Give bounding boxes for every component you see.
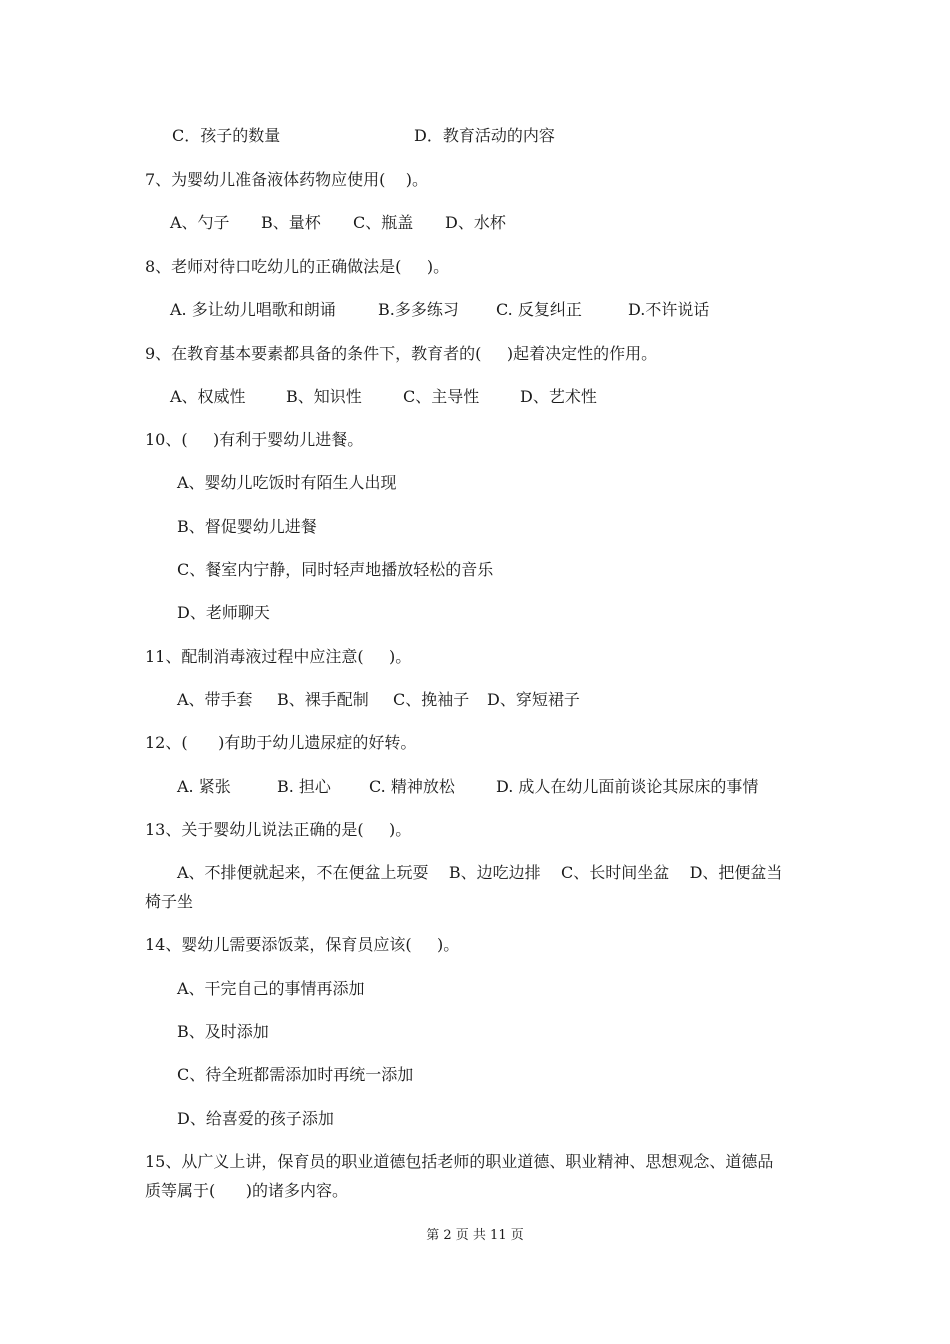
q10-option-a: A、婴幼儿吃饭时有陌生人出现 [177,473,397,492]
page-footer: 第 2 页 共 11 页 [426,1228,524,1243]
q12-option-b: B. 担心 [277,777,331,796]
q8-option-a: A. 多让幼儿唱歌和朗诵 [170,300,336,319]
q6-option-c: C．孩子的数量 [172,126,281,145]
q13-options-line-1: A、不排便就起来，不在便盆上玩耍 B、边吃边排 C、长时间坐盆 D、把便盆当 [177,863,783,882]
q6-option-d: D．教育活动的内容 [414,126,555,145]
q10-option-d: D、老师聊天 [177,603,270,622]
q12-option-d: D. 成人在幼儿面前谈论其尿床的事情 [496,777,759,796]
q7-option-a: A、勺子 [170,213,230,232]
q11-option-d: D、穿短裙子 [487,690,580,709]
question-8: 8、老师对待口吃幼儿的正确做法是( )。 [145,257,450,276]
q14-option-c: C、待全班都需添加时再统一添加 [177,1065,414,1084]
question-7: 7、为婴幼儿准备液体药物应使用( )。 [145,170,429,189]
q8-option-b: B.多多练习 [378,300,459,319]
q7-option-b: B、量杯 [261,213,321,232]
q8-option-c: C. 反复纠正 [496,300,582,319]
question-13: 13、关于婴幼儿说法正确的是( )。 [145,820,412,839]
q9-option-d: D、艺术性 [520,387,597,406]
q11-option-c: C、挽袖子 [393,690,470,709]
q11-option-b: B、裸手配制 [277,690,369,709]
q12-option-a: A. 紧张 [177,777,231,796]
question-15-line-2: 质等属于( )的诸多内容。 [145,1181,349,1200]
q10-option-b: B、督促婴幼儿进餐 [177,517,317,536]
q11-option-a: A、带手套 [177,690,253,709]
q14-option-a: A、干完自己的事情再添加 [177,979,365,998]
q7-option-c: C、瓶盖 [353,213,414,232]
q7-option-d: D、水杯 [445,213,506,232]
question-14: 14、婴幼儿需要添饭菜，保育员应该( )。 [145,935,460,954]
q12-option-c: C. 精神放松 [369,777,455,796]
q9-option-c: C、主导性 [403,387,480,406]
q14-option-d: D、给喜爱的孩子添加 [177,1109,334,1128]
q9-option-b: B、知识性 [286,387,362,406]
question-10: 10、( )有利于婴幼儿进餐。 [145,430,364,449]
q14-option-b: B、及时添加 [177,1022,269,1041]
q8-option-d: D.不许说话 [628,300,710,319]
question-11: 11、配制消毒液过程中应注意( )。 [145,647,412,666]
q10-option-c: C、餐室内宁静，同时轻声地播放轻松的音乐 [177,560,494,579]
q9-option-a: A、权威性 [170,387,246,406]
q13-options-line-2: 椅子坐 [145,892,194,911]
question-12: 12、( )有助于幼儿遗尿症的好转。 [145,733,417,752]
question-15-line-1: 15、从广义上讲，保育员的职业道德包括老师的职业道德、职业精神、思想观念、道德品 [145,1152,774,1171]
question-9: 9、在教育基本要素都具备的条件下，教育者的( )起着决定性的作用。 [145,344,658,363]
